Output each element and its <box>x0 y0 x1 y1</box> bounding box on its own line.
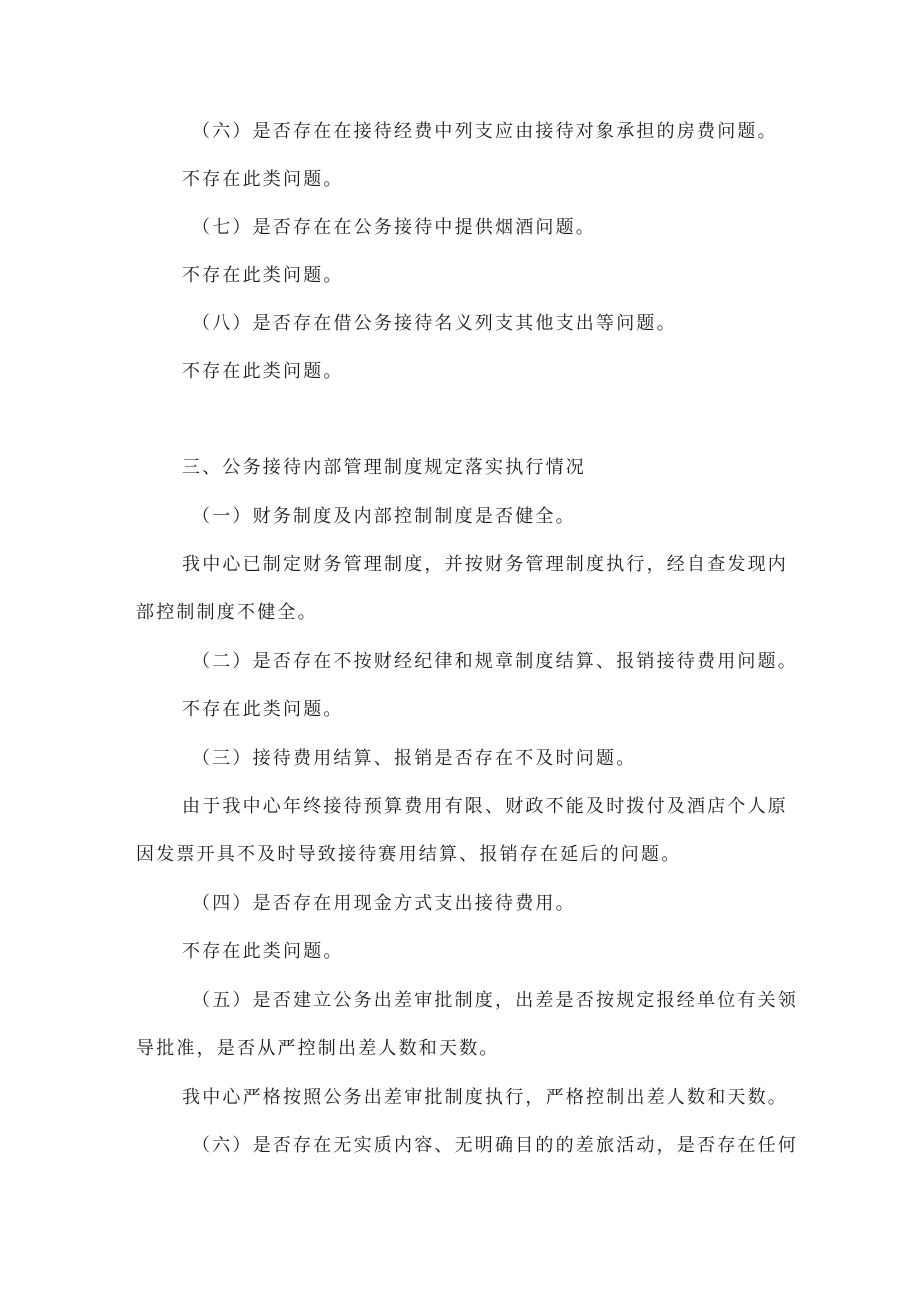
answer-3-line-2: 因发票开具不及时导致接待赛用结算、报销存在延后的问题。 <box>136 844 682 865</box>
answer-3-line-1: 由于我中心年终接待预算费用有限、财政不能及时拨付及酒店个人原 <box>182 796 788 817</box>
question-3-timeliness: （三）接待费用结算、报销是否存在不及时问题。 <box>192 748 637 769</box>
answer-7: 不存在此类问题。 <box>182 265 344 286</box>
section-3-heading: 三、公务接待内部管理制度规定落实执行情况 <box>182 457 586 478</box>
question-7-tobacco-alcohol: （七）是否存在在公务接待中提供烟酒问题。 <box>192 217 596 238</box>
answer-8: 不存在此类问题。 <box>182 361 344 382</box>
question-2-reimbursement-rules: （二）是否存在不按财经纪律和规章制度结算、报销接待费用问题。 <box>192 651 798 672</box>
answer-1-line-1: 我中心已制定财务管理制度，并按财务管理制度执行，经自查发现内 <box>182 554 788 575</box>
question-6-travel-activities: （六）是否存在无实质内容、无明确目的的差旅活动，是否存在任何 <box>192 1135 798 1156</box>
answer-4: 不存在此类问题。 <box>182 941 344 962</box>
answer-5: 我中心严格按照公务出差审批制度执行，严格控制出差人数和天数。 <box>182 1087 788 1108</box>
answer-2: 不存在此类问题。 <box>182 699 344 720</box>
question-5-line-2: 导批准，是否从严控制出差人数和天数。 <box>136 1038 500 1059</box>
question-1-financial-system: （一）财务制度及内部控制制度是否健全。 <box>192 506 576 527</box>
answer-6: 不存在此类问题。 <box>182 169 344 190</box>
question-8-other-expenses: （八）是否存在借公务接待名义列支其他支出等问题。 <box>192 313 677 334</box>
question-5-line-1: （五）是否建立公务出差审批制度，出差是否按规定报经单位有关领 <box>192 990 798 1011</box>
question-6-receptions: （六）是否存在在接待经费中列支应由接待对象承担的房费问题。 <box>192 121 778 142</box>
question-4-cash-payment: （四）是否存在用现金方式支出接待费用。 <box>192 893 576 914</box>
answer-1-line-2: 部控制制度不健全。 <box>136 602 318 623</box>
